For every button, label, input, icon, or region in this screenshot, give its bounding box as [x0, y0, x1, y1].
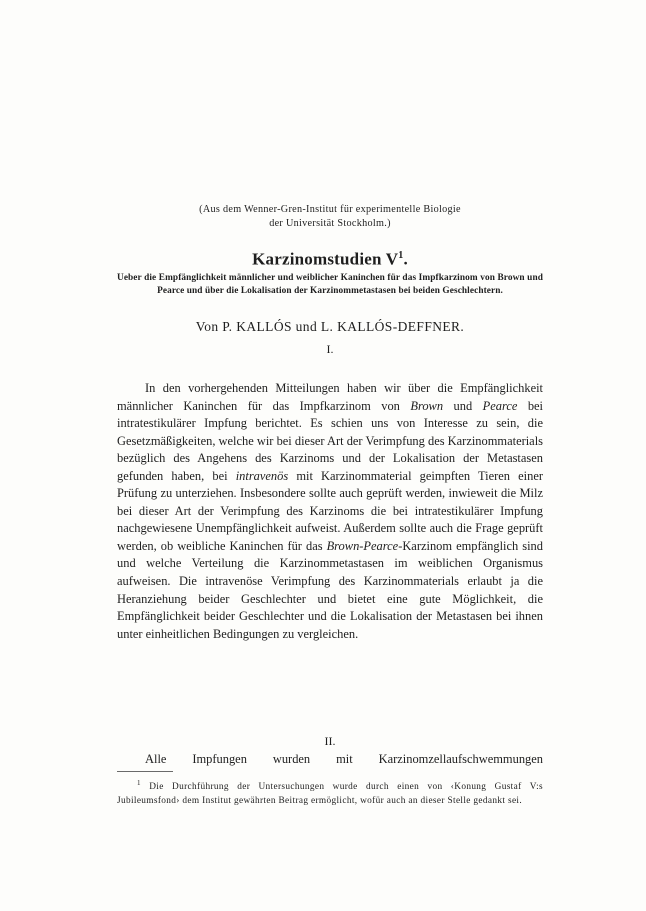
- author-name-brown: Brown: [410, 398, 444, 413]
- paragraph-text: mit Karzinommaterial geimpften Tieren einer Prüfung zu unterziehen. Insbesondere sollte auch geprüft werden, inwieweit die Milz bei dieser Art der Verimpfung des Karzinoms die bei intratestikulärer Impfung nachgewiesene Unempfänglichkeit aufweist. Außerdem sollte auch die Frage geprüft werden, ob weibliche Kaninchen für das: [117, 468, 544, 553]
- paragraph-text: -Karzinom empfänglich sind und welche Verteilung die Karzinommetastasen im weiblichen Organismus aufweisen. Die intravenöse Verimpfung des Karzinommaterials erlaubt ja die Heranziehung beider Geschlechter und bietet eine gute Möglichkeit, die Empfänglichkeit beider Geschlechter und die Lokalisation der Metastasen bei ihnen unter einheitlichen Bedingungen zu vergleichen.: [117, 538, 543, 641]
- footnote: [117, 777, 543, 808]
- emphasis-intravenous: intravenös: [235, 468, 289, 483]
- article-subtitle: Ueber die Empfänglichkeit männlicher und weiblicher Kaninchen für das Impfkarzinom von Brown und Pearce und über die Lokalisation der Karzinommetastasen bei beiden Geschlechtern.: [117, 273, 543, 297]
- author-name-brown-pearce: Brown-Pearce: [326, 538, 399, 553]
- author-name-pearce: Pearce: [482, 398, 518, 413]
- affiliation: [117, 203, 543, 230]
- body-paragraph-2: Alle Impfungen wurden mit Karzinomzellaufschwemmungen: [145, 752, 543, 766]
- affiliation-line-2: der Universität Stockholm.): [269, 217, 391, 229]
- title-suffix: .: [403, 249, 408, 269]
- title-text: Karzinomstudien V: [252, 249, 399, 269]
- paragraph-text: In den vorhergehenden Mitteilungen haben wir über die Empfänglichkeit männlicher Kaninchen für das Impfkarzinom von: [117, 381, 543, 413]
- paragraph-text: und: [443, 398, 483, 413]
- footnote-mark: 1: [137, 779, 141, 787]
- title-footnote-mark: 1: [398, 250, 404, 261]
- footnote-separator: [117, 771, 173, 772]
- paragraph-text: bei intratestikulärer Impfung berichtet. Es schien uns von Interesse zu sein, die Gesetzmäßigkeiten, welche wir bei dieser Art der Verimpfung des Karzinommaterials bezüglich des Angehens des Karzinoms und der Lokalisation der Metastasen gefunden haben, bei: [117, 398, 544, 483]
- section-heading-2: II.: [324, 734, 336, 748]
- affiliation-line-1: (Aus dem Wenner-Gren-Institut für experimentelle Biologie: [199, 204, 461, 215]
- author-line: Von P. KALLÓS und L. KALLÓS-DEFFNER.: [195, 319, 465, 334]
- footnote-text: Die Durchführung der Untersuchungen wurde durch einen von ‹Konung Gustaf V:s Jubileumsfond› dem Institut gewährten Beitrag ermöglicht, wofür auch an dieser Stelle gedankt sei.: [117, 782, 543, 806]
- body-paragraph-1: [117, 380, 543, 643]
- article-title: [117, 246, 543, 270]
- section-heading-1: I.: [326, 342, 334, 356]
